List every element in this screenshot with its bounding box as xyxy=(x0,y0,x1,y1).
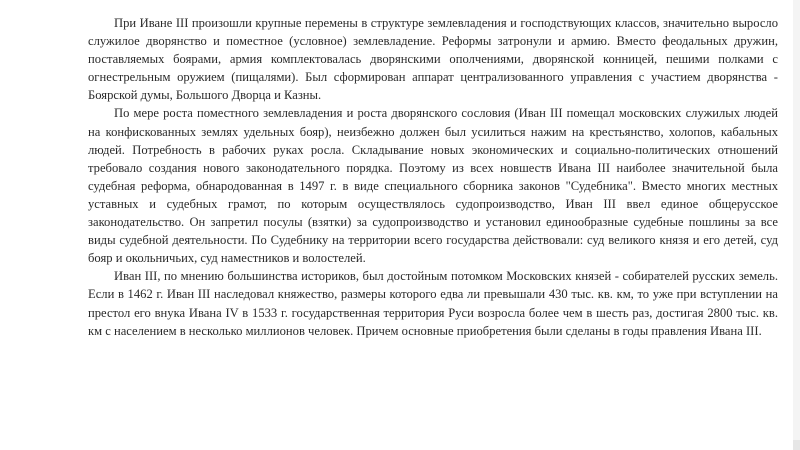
paragraph-2: По мере роста поместного землевладения и роста дворянского сословия (Иван III помещал московских служилых людей на конфискованных землях удельных бояр), неизбежно должен был усилиться нажим на крестьянство, холопов, кабальных людей. Потребность в рабочих руках росла. Складывание новых экономических и социально-политических отношений требовало создания нового законодательного порядка. Поэтому из всех новшеств Ивана III наиболее значительной была судебная реформа, обнародованная в 1497 г. в виде специального сборника законов "Судебника". Вместо многих местных уставных и судебных грамот, по которым осуществлялось судопроизводство, Иван III ввел единое общерусское законодательство. Он запретил посулы (взятки) за судопроизводство и установил единообразные судебные пошлины за все виды судебной деятельности. По Судебнику на территории всего государства действовали: суд великого князя и его детей, суд бояр и окольничьих, суд наместников и волостелей. xyxy=(88,106,778,266)
text-block xyxy=(88,14,778,340)
right-edge-strip xyxy=(793,0,800,450)
paragraph-1: При Иване III произошли крупные перемены в структуре землевладения и господствующих классов, значительно выросло служилое дворянство и поместное (условное) землевладение. Реформы затронули и армию. Вместо феодальных дружин, поставляемых боярами, армия комплектовалась дворянскими ополчениями, дворянской конницей, пешими полками с огнестрельным оружием (пищалями). Был сформирован аппарат централизованного управления с участием дворянства - Боярской думы, Большого Дворца и Казны. xyxy=(88,16,778,103)
paragraph-3: Иван III, по мнению большинства историков, был достойным потомком Московских князей - собирателей русских земель. Если в 1462 г. Иван III наследовал княжество, размеры которого едва ли превышали 430 тыс. кв. км, то уже при вступлении на престол его внука Ивана IV в 1533 г. государственная территория Руси возросла более чем в шесть раз, достигая 2800 тыс. кв. км с населением в несколько миллионов человек. Причем основные приобретения были сделаны в годы правления Ивана III. xyxy=(88,269,778,338)
right-edge-strip-bottom xyxy=(793,440,800,450)
